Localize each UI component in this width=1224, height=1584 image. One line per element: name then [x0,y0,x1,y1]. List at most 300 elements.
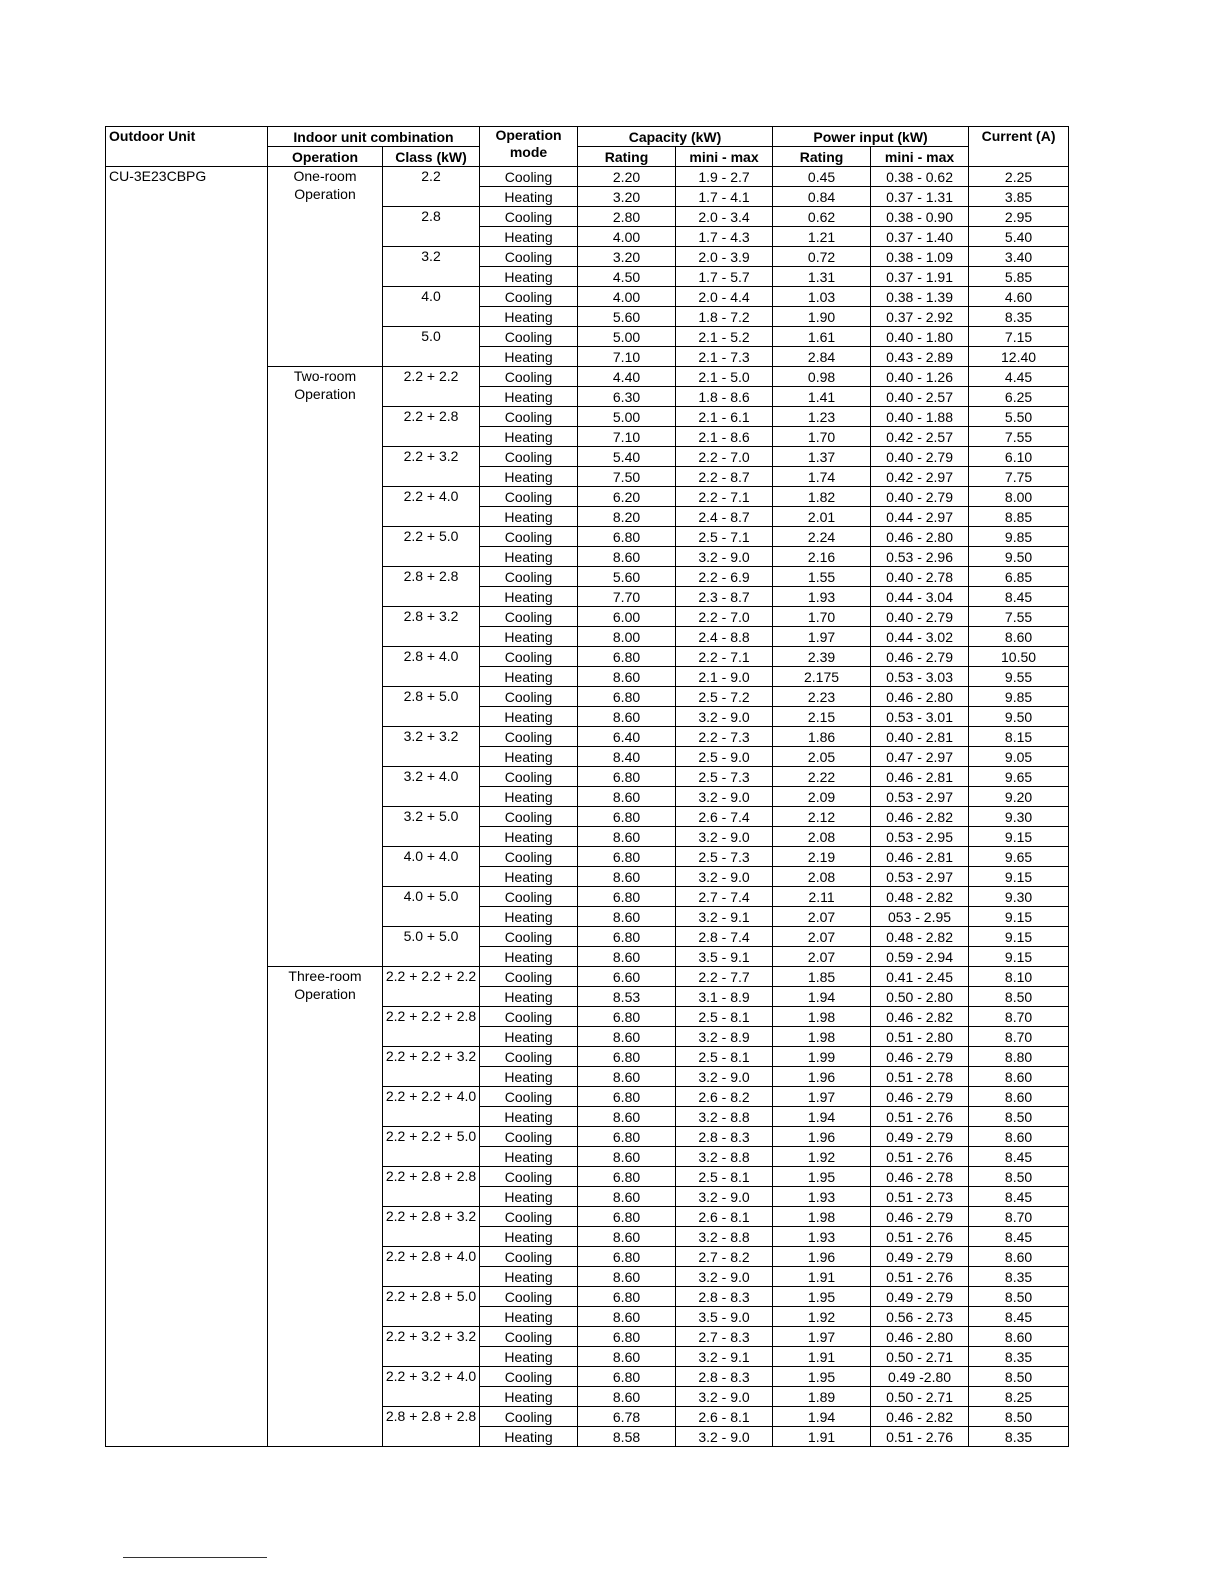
header-class: Class (kW) [383,147,480,167]
capacity-rating-cell: 6.80 [578,527,676,547]
power-rating-cell: 1.93 [773,587,871,607]
capacity-rating-cell: 6.80 [578,1007,676,1027]
current-cell: 8.50 [969,987,1069,1007]
operation-cell: One-room Operation [268,167,383,367]
capacity-minmax-cell: 2.2 - 7.3 [676,727,773,747]
current-cell: 8.25 [969,1387,1069,1407]
power-minmax-cell: 0.40 - 2.79 [871,447,969,467]
current-cell: 6.10 [969,447,1069,467]
class-cell: 2.2 + 2.8 + 5.0 [383,1287,480,1327]
capacity-minmax-cell: 2.0 - 3.4 [676,207,773,227]
power-rating-cell: 1.97 [773,627,871,647]
capacity-minmax-cell: 2.6 - 7.4 [676,807,773,827]
current-cell: 8.10 [969,967,1069,987]
power-minmax-cell: 0.48 - 2.82 [871,927,969,947]
power-rating-cell: 2.07 [773,907,871,927]
current-cell: 5.50 [969,407,1069,427]
capacity-rating-cell: 6.80 [578,927,676,947]
class-cell: 2.2 [383,167,480,207]
current-cell: 7.55 [969,427,1069,447]
power-minmax-cell: 0.46 - 2.79 [871,1207,969,1227]
mode-cell: Cooling [480,207,578,227]
power-rating-cell: 2.07 [773,927,871,947]
capacity-rating-cell: 8.60 [578,947,676,967]
class-cell: 2.8 + 2.8 [383,567,480,607]
mode-cell: Cooling [480,167,578,187]
capacity-rating-cell: 6.80 [578,1047,676,1067]
power-rating-cell: 1.96 [773,1247,871,1267]
mode-cell: Heating [480,387,578,407]
mode-cell: Heating [480,1267,578,1287]
capacity-minmax-cell: 2.2 - 8.7 [676,467,773,487]
capacity-rating-cell: 6.80 [578,1087,676,1107]
current-cell: 2.95 [969,207,1069,227]
capacity-rating-cell: 8.60 [578,707,676,727]
capacity-minmax-cell: 3.2 - 8.8 [676,1147,773,1167]
capacity-rating-cell: 5.00 [578,407,676,427]
power-rating-cell: 2.11 [773,887,871,907]
capacity-rating-cell: 6.78 [578,1407,676,1427]
capacity-rating-cell: 7.10 [578,427,676,447]
current-cell: 9.15 [969,947,1069,967]
capacity-minmax-cell: 1.8 - 8.6 [676,387,773,407]
mode-cell: Cooling [480,1087,578,1107]
class-cell: 2.8 [383,207,480,247]
current-cell: 9.15 [969,907,1069,927]
mode-cell: Cooling [480,1367,578,1387]
power-minmax-cell: 0.46 - 2.80 [871,1327,969,1347]
current-cell: 9.65 [969,767,1069,787]
capacity-rating-cell: 6.80 [578,1367,676,1387]
power-rating-cell: 1.85 [773,967,871,987]
capacity-rating-cell: 8.60 [578,1107,676,1127]
power-rating-cell: 1.90 [773,307,871,327]
power-rating-cell: 2.01 [773,507,871,527]
mode-cell: Cooling [480,1047,578,1067]
power-rating-cell: 1.94 [773,1107,871,1127]
power-minmax-cell: 0.38 - 0.62 [871,167,969,187]
power-rating-cell: 1.31 [773,267,871,287]
capacity-rating-cell: 8.60 [578,547,676,567]
current-cell: 9.30 [969,807,1069,827]
capacity-rating-cell: 6.80 [578,1127,676,1147]
capacity-minmax-cell: 2.5 - 9.0 [676,747,773,767]
current-cell: 8.50 [969,1287,1069,1307]
power-rating-cell: 2.15 [773,707,871,727]
capacity-minmax-cell: 3.2 - 9.0 [676,547,773,567]
capacity-minmax-cell: 3.2 - 9.0 [676,1427,773,1447]
mode-cell: Cooling [480,567,578,587]
power-minmax-cell: 0.44 - 3.02 [871,627,969,647]
mode-cell: Heating [480,427,578,447]
mode-cell: Heating [480,1147,578,1167]
capacity-minmax-cell: 2.0 - 4.4 [676,287,773,307]
capacity-rating-cell: 5.40 [578,447,676,467]
power-rating-cell: 1.61 [773,327,871,347]
header-outdoor-unit: Outdoor Unit [106,127,268,167]
mode-cell: Heating [480,787,578,807]
current-cell: 8.60 [969,1247,1069,1267]
mode-cell: Heating [480,547,578,567]
mode-cell: Cooling [480,487,578,507]
power-minmax-cell: 0.42 - 2.57 [871,427,969,447]
capacity-minmax-cell: 2.1 - 7.3 [676,347,773,367]
power-rating-cell: 2.16 [773,547,871,567]
power-rating-cell: 1.95 [773,1287,871,1307]
current-cell: 8.60 [969,1327,1069,1347]
mode-cell: Heating [480,227,578,247]
class-cell: 3.2 + 3.2 [383,727,480,767]
power-rating-cell: 1.97 [773,1327,871,1347]
current-cell: 8.35 [969,1347,1069,1367]
power-minmax-cell: 0.47 - 2.97 [871,747,969,767]
power-rating-cell: 1.91 [773,1347,871,1367]
power-rating-cell: 1.70 [773,427,871,447]
mode-cell: Heating [480,747,578,767]
mode-cell: Cooling [480,447,578,467]
capacity-minmax-cell: 2.7 - 7.4 [676,887,773,907]
power-rating-cell: 0.84 [773,187,871,207]
capacity-minmax-cell: 2.5 - 8.1 [676,1167,773,1187]
capacity-minmax-cell: 2.7 - 8.3 [676,1327,773,1347]
power-rating-cell: 1.91 [773,1427,871,1447]
capacity-rating-cell: 6.40 [578,727,676,747]
power-minmax-cell: 0.49 -2.80 [871,1367,969,1387]
power-minmax-cell: 0.49 - 2.79 [871,1287,969,1307]
capacity-minmax-cell: 1.8 - 7.2 [676,307,773,327]
power-minmax-cell: 0.38 - 1.09 [871,247,969,267]
power-minmax-cell: 0.37 - 1.91 [871,267,969,287]
power-rating-cell: 1.92 [773,1147,871,1167]
power-rating-cell: 2.24 [773,527,871,547]
header-row-1 [106,127,1069,147]
mode-cell: Cooling [480,767,578,787]
mode-cell: Cooling [480,1407,578,1427]
class-cell: 2.2 + 2.8 + 3.2 [383,1207,480,1247]
current-cell: 9.55 [969,667,1069,687]
current-cell: 8.00 [969,487,1069,507]
capacity-rating-cell: 8.60 [578,1027,676,1047]
current-cell: 9.50 [969,547,1069,567]
power-minmax-cell: 0.51 - 2.76 [871,1267,969,1287]
power-rating-cell: 1.82 [773,487,871,507]
current-cell: 12.40 [969,347,1069,367]
capacity-rating-cell: 8.60 [578,667,676,687]
capacity-rating-cell: 8.58 [578,1427,676,1447]
header-capacity: Capacity (kW) [578,127,773,147]
mode-cell: Heating [480,467,578,487]
mode-cell: Heating [480,1067,578,1087]
current-cell: 7.15 [969,327,1069,347]
mode-cell: Cooling [480,1007,578,1027]
capacity-minmax-cell: 2.6 - 8.1 [676,1207,773,1227]
power-rating-cell: 1.21 [773,227,871,247]
power-rating-cell: 1.95 [773,1367,871,1387]
power-minmax-cell: 0.51 - 2.76 [871,1147,969,1167]
power-minmax-cell: 0.53 - 3.01 [871,707,969,727]
mode-cell: Cooling [480,1287,578,1307]
power-rating-cell: 0.62 [773,207,871,227]
header-power-input: Power input (kW) [773,127,969,147]
capacity-rating-cell: 8.60 [578,1227,676,1247]
mode-cell: Heating [480,267,578,287]
outdoor-unit-cell: CU-3E23CBPG [106,167,268,1447]
power-minmax-cell: 0.46 - 2.78 [871,1167,969,1187]
mode-cell: Heating [480,1427,578,1447]
current-cell: 10.50 [969,647,1069,667]
capacity-minmax-cell: 3.1 - 8.9 [676,987,773,1007]
mode-cell: Cooling [480,687,578,707]
class-cell: 4.0 [383,287,480,327]
capacity-rating-cell: 3.20 [578,247,676,267]
mode-cell: Cooling [480,287,578,307]
power-rating-cell: 0.45 [773,167,871,187]
power-minmax-cell: 0.42 - 2.97 [871,467,969,487]
class-cell: 2.2 + 2.8 + 2.8 [383,1167,480,1207]
power-rating-cell: 1.92 [773,1307,871,1327]
capacity-minmax-cell: 3.2 - 9.0 [676,1387,773,1407]
capacity-minmax-cell: 2.4 - 8.7 [676,507,773,527]
capacity-minmax-cell: 2.6 - 8.2 [676,1087,773,1107]
current-cell: 9.05 [969,747,1069,767]
power-minmax-cell: 0.53 - 2.97 [871,867,969,887]
power-rating-cell: 2.84 [773,347,871,367]
mode-cell: Cooling [480,807,578,827]
capacity-rating-cell: 6.80 [578,687,676,707]
power-minmax-cell: 0.46 - 2.82 [871,807,969,827]
class-cell: 2.2 + 2.2 + 2.2 [383,967,480,1007]
power-minmax-cell: 0.51 - 2.76 [871,1107,969,1127]
mode-cell: Heating [480,1227,578,1247]
capacity-rating-cell: 6.80 [578,1167,676,1187]
power-minmax-cell: 0.38 - 0.90 [871,207,969,227]
capacity-rating-cell: 5.60 [578,567,676,587]
mode-cell: Cooling [480,1167,578,1187]
capacity-minmax-cell: 1.9 - 2.7 [676,167,773,187]
capacity-minmax-cell: 3.2 - 8.9 [676,1027,773,1047]
capacity-rating-cell: 8.60 [578,1307,676,1327]
mode-cell: Cooling [480,967,578,987]
power-rating-cell: 1.41 [773,387,871,407]
current-cell: 8.70 [969,1027,1069,1047]
current-cell: 9.85 [969,527,1069,547]
power-minmax-cell: 0.40 - 2.57 [871,387,969,407]
mode-cell: Cooling [480,1247,578,1267]
power-minmax-cell: 0.51 - 2.80 [871,1027,969,1047]
header-capacity-rating: Rating [578,147,676,167]
mode-cell: Heating [480,907,578,927]
class-cell: 2.2 + 3.2 + 4.0 [383,1367,480,1407]
power-rating-cell: 2.08 [773,827,871,847]
capacity-rating-cell: 8.60 [578,787,676,807]
power-minmax-cell: 0.53 - 2.95 [871,827,969,847]
power-rating-cell: 1.91 [773,1267,871,1287]
table-row [106,167,1069,187]
capacity-rating-cell: 8.60 [578,1067,676,1087]
current-cell: 9.15 [969,867,1069,887]
power-minmax-cell: 0.41 - 2.45 [871,967,969,987]
power-minmax-cell: 0.51 - 2.78 [871,1067,969,1087]
capacity-minmax-cell: 2.2 - 7.0 [676,607,773,627]
capacity-minmax-cell: 2.3 - 8.7 [676,587,773,607]
mode-cell: Heating [480,867,578,887]
power-rating-cell: 1.55 [773,567,871,587]
power-minmax-cell: 0.53 - 2.97 [871,787,969,807]
capacity-rating-cell: 4.00 [578,227,676,247]
power-rating-cell: 1.94 [773,987,871,1007]
capacity-rating-cell: 8.60 [578,1387,676,1407]
capacity-rating-cell: 8.60 [578,1147,676,1167]
power-rating-cell: 2.23 [773,687,871,707]
table-body [106,167,1069,1447]
power-minmax-cell: 0.44 - 3.04 [871,587,969,607]
current-cell: 8.50 [969,1107,1069,1127]
capacity-rating-cell: 8.20 [578,507,676,527]
capacity-minmax-cell: 2.8 - 8.3 [676,1127,773,1147]
capacity-minmax-cell: 2.1 - 8.6 [676,427,773,447]
mode-cell: Cooling [480,927,578,947]
mode-cell: Cooling [480,1127,578,1147]
capacity-minmax-cell: 2.5 - 7.2 [676,687,773,707]
capacity-rating-cell: 8.60 [578,827,676,847]
power-rating-cell: 1.89 [773,1387,871,1407]
power-rating-cell: 2.09 [773,787,871,807]
capacity-rating-cell: 8.60 [578,1347,676,1367]
power-rating-cell: 1.23 [773,407,871,427]
mode-cell: Heating [480,1307,578,1327]
capacity-rating-cell: 8.00 [578,627,676,647]
mode-cell: Cooling [480,1207,578,1227]
power-minmax-cell: 0.46 - 2.79 [871,647,969,667]
current-cell: 9.85 [969,687,1069,707]
power-rating-cell: 2.12 [773,807,871,827]
class-cell: 2.8 + 4.0 [383,647,480,687]
power-minmax-cell: 0.53 - 3.03 [871,667,969,687]
header-capacity-minmax: mini - max [676,147,773,167]
power-minmax-cell: 0.50 - 2.71 [871,1387,969,1407]
current-cell: 9.65 [969,847,1069,867]
capacity-rating-cell: 8.60 [578,867,676,887]
power-rating-cell: 1.99 [773,1047,871,1067]
capacity-minmax-cell: 2.1 - 5.2 [676,327,773,347]
class-cell: 3.2 + 5.0 [383,807,480,847]
power-rating-cell: 2.39 [773,647,871,667]
current-cell: 8.50 [969,1167,1069,1187]
capacity-rating-cell: 3.20 [578,187,676,207]
mode-cell: Heating [480,347,578,367]
mode-cell: Cooling [480,527,578,547]
current-cell: 4.45 [969,367,1069,387]
mode-cell: Heating [480,1187,578,1207]
power-rating-cell: 1.37 [773,447,871,467]
power-minmax-cell: 0.59 - 2.94 [871,947,969,967]
current-cell: 8.80 [969,1047,1069,1067]
current-cell: 9.15 [969,927,1069,947]
current-cell: 7.75 [969,467,1069,487]
capacity-minmax-cell: 3.2 - 9.0 [676,1187,773,1207]
capacity-minmax-cell: 2.5 - 7.1 [676,527,773,547]
capacity-minmax-cell: 1.7 - 4.3 [676,227,773,247]
power-minmax-cell: 0.40 - 1.26 [871,367,969,387]
power-rating-cell: 1.74 [773,467,871,487]
current-cell: 9.15 [969,827,1069,847]
capacity-rating-cell: 8.60 [578,1187,676,1207]
power-minmax-cell: 053 - 2.95 [871,907,969,927]
current-cell: 8.60 [969,1127,1069,1147]
mode-cell: Cooling [480,247,578,267]
current-cell: 3.85 [969,187,1069,207]
capacity-rating-cell: 6.60 [578,967,676,987]
capacity-rating-cell: 6.80 [578,1327,676,1347]
power-rating-cell: 1.98 [773,1207,871,1227]
power-rating-cell: 1.96 [773,1067,871,1087]
capacity-minmax-cell: 2.6 - 8.1 [676,1407,773,1427]
mode-cell: Heating [480,827,578,847]
power-minmax-cell: 0.50 - 2.80 [871,987,969,1007]
mode-cell: Heating [480,987,578,1007]
power-rating-cell: 2.07 [773,947,871,967]
current-cell: 9.50 [969,707,1069,727]
class-cell: 4.0 + 5.0 [383,887,480,927]
class-cell: 2.8 + 3.2 [383,607,480,647]
capacity-rating-cell: 2.20 [578,167,676,187]
power-rating-cell: 2.19 [773,847,871,867]
power-minmax-cell: 0.56 - 2.73 [871,1307,969,1327]
power-rating-cell: 1.97 [773,1087,871,1107]
capacity-rating-cell: 7.50 [578,467,676,487]
power-minmax-cell: 0.53 - 2.96 [871,547,969,567]
power-rating-cell: 2.05 [773,747,871,767]
power-minmax-cell: 0.46 - 2.79 [871,1047,969,1067]
header-current: Current (A) [969,127,1069,167]
capacity-minmax-cell: 2.1 - 5.0 [676,367,773,387]
capacity-rating-cell: 4.00 [578,287,676,307]
capacity-rating-cell: 6.80 [578,1207,676,1227]
power-rating-cell: 1.86 [773,727,871,747]
power-minmax-cell: 0.51 - 2.76 [871,1227,969,1247]
class-cell: 2.2 + 2.2 + 2.8 [383,1007,480,1047]
current-cell: 8.60 [969,627,1069,647]
capacity-minmax-cell: 3.2 - 9.0 [676,707,773,727]
mode-cell: Heating [480,1027,578,1047]
capacity-rating-cell: 6.80 [578,1287,676,1307]
power-rating-cell: 1.95 [773,1167,871,1187]
current-cell: 8.50 [969,1407,1069,1427]
class-cell: 5.0 + 5.0 [383,927,480,967]
power-minmax-cell: 0.46 - 2.80 [871,687,969,707]
capacity-minmax-cell: 3.5 - 9.0 [676,1307,773,1327]
power-minmax-cell: 0.43 - 2.89 [871,347,969,367]
capacity-minmax-cell: 1.7 - 5.7 [676,267,773,287]
current-cell: 7.55 [969,607,1069,627]
capacity-rating-cell: 4.40 [578,367,676,387]
current-cell: 8.85 [969,507,1069,527]
power-minmax-cell: 0.46 - 2.79 [871,1087,969,1107]
mode-cell: Cooling [480,367,578,387]
mode-cell: Cooling [480,847,578,867]
capacity-minmax-cell: 1.7 - 4.1 [676,187,773,207]
power-minmax-cell: 0.46 - 2.81 [871,847,969,867]
mode-cell: Cooling [480,607,578,627]
current-cell: 8.50 [969,1367,1069,1387]
class-cell: 2.2 + 3.2 [383,447,480,487]
current-cell: 8.45 [969,1187,1069,1207]
mode-cell: Heating [480,667,578,687]
capacity-minmax-cell: 2.4 - 8.8 [676,627,773,647]
capacity-minmax-cell: 2.2 - 7.0 [676,447,773,467]
specification-table [105,126,1069,1447]
power-minmax-cell: 0.40 - 1.80 [871,327,969,347]
